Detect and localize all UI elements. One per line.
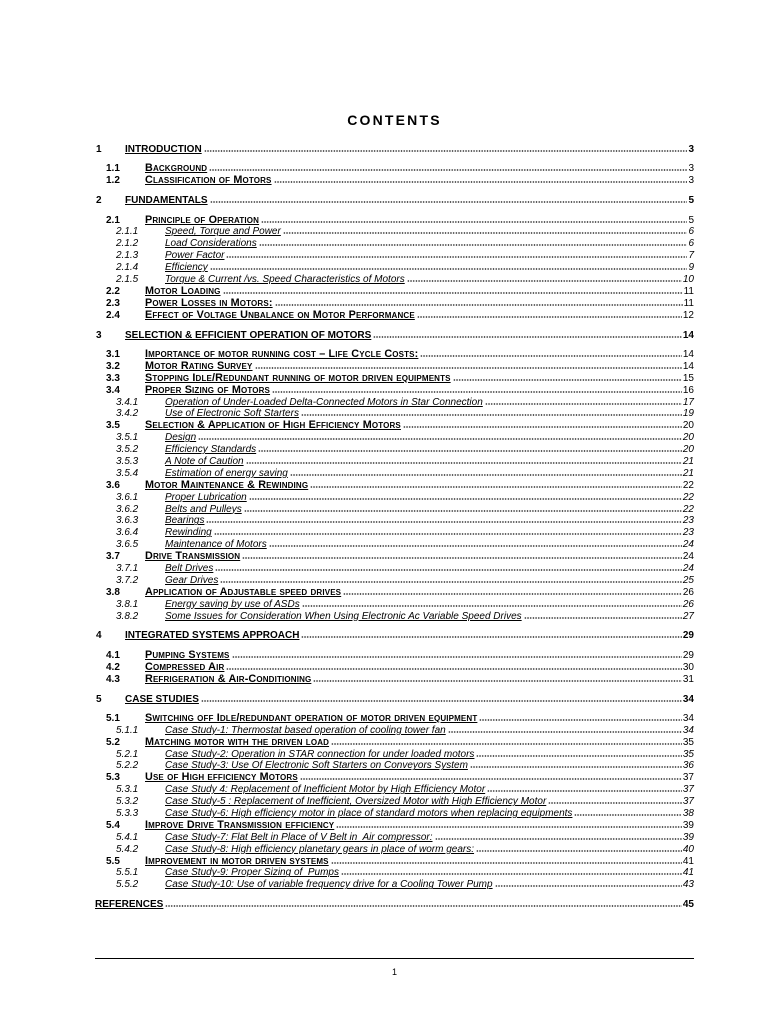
toc-chapter-entry[interactable] <box>95 195 694 207</box>
toc-entry-page-number: 17 <box>682 396 694 408</box>
toc-entry-number: 5.2 <box>106 736 120 748</box>
toc-entry-page-number: 21 <box>682 467 694 479</box>
toc-entry-title[interactable]: Matching motor with the driven load <box>145 735 330 748</box>
toc-entry-page-number: 29 <box>682 630 694 642</box>
toc-entry-number: 3.6.2 <box>116 503 139 515</box>
toc-dot-leader <box>301 414 682 416</box>
toc-entry-number: 2.1.3 <box>116 250 139 262</box>
toc-section-entry[interactable] <box>95 361 694 373</box>
toc-entry-number: 3.3 <box>106 372 120 384</box>
toc-subsection-entry[interactable] <box>95 456 694 468</box>
toc-entry-page-number: 35 <box>682 736 694 748</box>
toc-dot-leader <box>435 838 682 840</box>
toc-entry-page-number: 38 <box>682 808 694 820</box>
toc-section-entry[interactable] <box>95 373 694 385</box>
toc-entry-number: 1 <box>96 144 102 155</box>
toc-entry-title[interactable]: Case Study-1: Thermostat based operation of cooling tower fan <box>165 724 446 736</box>
toc-entry-title[interactable]: Speed, Torque and Power <box>165 226 281 238</box>
toc-entry-page-number: 25 <box>682 574 694 586</box>
toc-entry-title[interactable]: Case Study-8: High efficiency planetary gears in place of worm gears: <box>165 843 475 855</box>
toc-entry-title[interactable]: Pumping Systems <box>145 648 230 661</box>
toc-dot-leader <box>341 873 682 875</box>
toc-entry-title[interactable]: INTEGRATED SYSTEMS APPROACH <box>125 630 300 642</box>
toc-section-entry[interactable] <box>95 551 694 563</box>
toc-dot-leader <box>476 850 682 852</box>
toc-entry-title[interactable]: Refrigeration & Air-Conditioning <box>145 672 312 685</box>
toc-entry-title[interactable]: Torque & Current /vs. Speed Characteristics of Motors <box>165 274 405 286</box>
toc-chapter-entry[interactable] <box>95 330 694 342</box>
toc-entry-title[interactable]: Switching off Idle/redundant operation of motor driven equipment <box>145 711 478 724</box>
toc-entry-page-number: 10 <box>682 274 694 286</box>
toc-entry-title[interactable]: Some Issues for Consideration When Using Electronic Ac Variable Speed Drives <box>165 610 522 622</box>
toc-dot-leader <box>214 533 682 535</box>
toc-entry-title[interactable]: Bearings <box>165 515 205 527</box>
table-of-contents <box>95 144 694 919</box>
toc-entry-page-number: 45 <box>682 899 694 911</box>
footer-divider <box>95 958 694 959</box>
toc-section-entry[interactable] <box>95 820 694 832</box>
toc-subsection-entry[interactable] <box>95 397 694 409</box>
toc-entry-page-number: 15 <box>682 372 694 384</box>
toc-entry-title[interactable]: Belts and Pulleys <box>165 503 242 515</box>
toc-entry-page-number: 19 <box>682 408 694 420</box>
toc-entry-title[interactable]: Classification of Motors <box>145 174 272 187</box>
toc-entry-number: 3.5.1 <box>116 432 139 444</box>
toc-entry-page-number: 30 <box>682 661 694 673</box>
toc-dot-leader <box>310 486 682 488</box>
toc-subsection-entry[interactable] <box>95 250 694 262</box>
toc-dot-leader <box>255 367 682 369</box>
toc-section-entry[interactable] <box>95 480 694 492</box>
toc-subsection-entry[interactable] <box>95 599 694 611</box>
toc-entry-page-number: 6 <box>688 238 694 250</box>
toc-chapter-entry[interactable] <box>95 630 694 642</box>
toc-dot-leader <box>417 316 682 318</box>
toc-dot-leader <box>206 521 681 523</box>
toc-dot-leader <box>290 474 682 476</box>
toc-entry-number: 4.2 <box>106 661 120 673</box>
toc-entry-page-number: 24 <box>682 539 694 551</box>
toc-entry-page-number: 27 <box>682 610 694 622</box>
toc-dot-leader <box>373 336 682 338</box>
toc-entry-title[interactable]: Case Study-7: Flat Belt in Place of V Belt in Air compressor: <box>165 831 433 843</box>
toc-entry-page-number: 5 <box>688 214 694 226</box>
toc-dot-leader <box>220 581 682 583</box>
toc-subsection-entry[interactable] <box>95 796 694 808</box>
toc-entry-title[interactable]: Power Factor <box>165 250 225 262</box>
toc-entry-number: 1.1 <box>106 163 120 175</box>
toc-entry-page-number: 29 <box>682 649 694 661</box>
toc-dot-leader <box>302 605 682 607</box>
toc-entry-page-number: 39 <box>682 831 694 843</box>
toc-section-entry[interactable] <box>95 737 694 749</box>
toc-dot-leader <box>249 498 682 500</box>
toc-entry-page-number: 22 <box>682 491 694 503</box>
toc-dot-leader <box>301 636 681 638</box>
toc-entry-title[interactable]: Case Study-5 : Replacement of Inefficient, Oversized Motor with High Efficiency Motor <box>165 796 547 808</box>
toc-dot-leader <box>223 292 683 294</box>
toc-dot-leader <box>201 700 682 702</box>
toc-chapter-entry[interactable] <box>95 899 694 911</box>
toc-entry-number: 2.2 <box>106 285 120 297</box>
toc-entry-number: 3.8.1 <box>116 598 139 610</box>
toc-entry-number: 2.1.1 <box>116 226 139 238</box>
toc-dot-leader <box>210 268 688 270</box>
toc-dot-leader <box>331 743 682 745</box>
toc-subsection-entry[interactable] <box>95 749 694 761</box>
toc-entry-page-number: 23 <box>682 515 694 527</box>
toc-entry-page-number: 22 <box>682 479 694 491</box>
toc-dot-leader <box>209 169 687 171</box>
toc-subsection-entry[interactable] <box>95 492 694 504</box>
toc-entry-title[interactable]: Motor Rating Survey <box>145 359 253 372</box>
toc-subsection-entry[interactable] <box>95 226 694 238</box>
toc-dot-leader <box>476 755 681 757</box>
toc-dot-leader <box>165 905 682 907</box>
toc-dot-leader <box>198 438 682 440</box>
toc-entry-page-number: 37 <box>682 772 694 784</box>
toc-subsection-entry[interactable] <box>95 444 694 456</box>
toc-entry-number: 3.5.2 <box>116 444 139 456</box>
toc-entry-title[interactable]: Use of High efficiency Motors <box>145 771 298 784</box>
toc-dot-leader <box>244 510 682 512</box>
toc-entry-title[interactable]: Design <box>165 432 197 444</box>
toc-section-entry[interactable] <box>95 674 694 686</box>
toc-entry-number: 5.3.3 <box>116 808 139 820</box>
toc-entry-page-number: 34 <box>682 693 694 705</box>
toc-dot-leader <box>226 256 687 258</box>
toc-entry-number: 5.4.1 <box>116 831 139 843</box>
toc-entry-title[interactable]: Load Considerations <box>165 238 257 250</box>
toc-entry-number: 2.1.2 <box>116 238 139 250</box>
contents-heading: CONTENTS <box>347 112 442 128</box>
toc-entry-title[interactable]: Effect of Voltage Unbalance on Motor Performance <box>145 308 415 321</box>
toc-subsection-entry[interactable] <box>95 515 694 527</box>
toc-entry-page-number: 5 <box>688 195 694 207</box>
toc-subsection-entry[interactable] <box>95 262 694 274</box>
toc-entry-title[interactable]: Improve Drive Transmission efficiency <box>145 818 335 831</box>
toc-entry-title[interactable]: Gear Drives <box>165 574 219 586</box>
toc-entry-number: 3.7.1 <box>116 563 139 574</box>
toc-dot-leader <box>232 656 682 658</box>
toc-entry-number: 2 <box>96 195 102 207</box>
toc-entry-number: 5.5.2 <box>116 879 139 891</box>
toc-entry-page-number: 20 <box>682 432 694 444</box>
toc-chapter-entry[interactable] <box>95 144 694 156</box>
toc-entry-number: 2.4 <box>106 309 120 321</box>
toc-subsection-entry[interactable] <box>95 468 694 480</box>
toc-entry-number: 5.4.2 <box>116 843 139 855</box>
toc-entry-page-number: 21 <box>682 455 694 467</box>
toc-entry-page-number: 34 <box>682 724 694 736</box>
toc-entry-number: 2.3 <box>106 297 120 309</box>
toc-dot-leader <box>300 778 682 780</box>
toc-entry-title[interactable]: Motor Maintenance & Rewinding <box>145 478 309 491</box>
toc-entry-page-number: 31 <box>682 673 694 685</box>
toc-entry-page-number: 26 <box>682 586 694 598</box>
toc-subsection-entry[interactable] <box>95 563 694 575</box>
toc-entry-title[interactable]: Importance of motor running cost – Life Cycle Costs: <box>145 347 419 360</box>
toc-dot-leader <box>403 426 682 428</box>
toc-entry-page-number: 23 <box>682 527 694 539</box>
toc-entry-number: 3.6.4 <box>116 527 139 539</box>
toc-entry-title[interactable]: Rewinding <box>165 527 212 539</box>
toc-entry-title[interactable]: Energy saving by use of ASDs <box>165 598 300 610</box>
toc-subsection-entry[interactable] <box>95 611 694 623</box>
toc-subsection-entry[interactable] <box>95 575 694 587</box>
toc-entry-number: 2.1 <box>106 214 120 226</box>
toc-dot-leader <box>313 680 682 682</box>
toc-dot-leader <box>495 885 682 887</box>
toc-entry-page-number: 20 <box>682 420 694 432</box>
toc-entry-title[interactable]: INTRODUCTION <box>125 144 202 155</box>
toc-entry-title[interactable]: Operation of Under-Loaded Delta-Connected Motors in Star Connection <box>165 396 483 408</box>
toc-entry-title[interactable]: Proper Lubrication <box>165 491 247 503</box>
toc-subsection-entry[interactable] <box>95 432 694 444</box>
toc-entry-page-number: 22 <box>682 503 694 515</box>
toc-entry-number: 5.3 <box>106 772 120 784</box>
toc-entry-title[interactable]: Power Losses in Motors: <box>145 296 273 309</box>
toc-entry-title[interactable]: Case Study-10: Use of variable frequency drive for a Cooling Tower Pump <box>165 879 493 891</box>
toc-entry-title[interactable]: Stopping Idle/Redundant running of motor driven equipments <box>145 371 451 384</box>
toc-entry-number: 5.3.2 <box>116 796 139 808</box>
toc-dot-leader <box>246 462 682 464</box>
toc-dot-leader <box>453 379 682 381</box>
toc-dot-leader <box>485 403 682 405</box>
toc-section-entry[interactable] <box>95 856 694 868</box>
toc-entry-title[interactable]: Use of Electronic Soft Starters <box>165 408 299 420</box>
toc-entry-number: 3.4.2 <box>116 408 139 420</box>
toc-dot-leader <box>261 221 687 223</box>
toc-entry-title[interactable]: Case Study-6: High efficiency motor in place of standard motors when replacing equipments <box>165 808 573 820</box>
toc-dot-leader <box>283 232 688 234</box>
toc-entry-page-number: 40 <box>682 843 694 855</box>
toc-section-entry[interactable] <box>95 662 694 674</box>
toc-entry-page-number: 20 <box>682 444 694 456</box>
toc-entry-number: 5.5.1 <box>116 867 139 879</box>
toc-entry-number: 3.7 <box>106 551 120 563</box>
toc-section-entry[interactable] <box>95 772 694 784</box>
toc-entry-number: 3.5.4 <box>116 467 139 479</box>
toc-dot-leader <box>210 201 688 203</box>
toc-section-entry[interactable] <box>95 310 694 322</box>
toc-entry-page-number: 43 <box>682 879 694 891</box>
toc-entry-page-number: 11 <box>683 297 694 309</box>
toc-entry-title[interactable]: Principle of Operation <box>145 213 260 226</box>
toc-subsection-entry[interactable] <box>95 844 694 856</box>
toc-entry-number: 5.1.1 <box>116 724 139 736</box>
toc-entry-page-number: 14 <box>682 329 694 341</box>
toc-dot-leader <box>343 593 682 595</box>
toc-entry-page-number: 26 <box>682 598 694 610</box>
toc-dot-leader <box>258 450 682 452</box>
toc-entry-title[interactable]: FUNDAMENTALS <box>125 195 208 207</box>
toc-section-entry[interactable] <box>95 713 694 725</box>
toc-entry-page-number: 14 <box>682 348 694 360</box>
toc-dot-leader <box>420 355 681 357</box>
toc-entry-title[interactable]: Selection & Application of High Efficiency Motors <box>145 419 401 432</box>
toc-entry-number: 3 <box>96 329 102 341</box>
toc-entry-page-number: 11 <box>683 285 694 297</box>
toc-subsection-entry[interactable] <box>95 879 694 891</box>
toc-entry-title[interactable]: Compressed Air <box>145 660 225 673</box>
toc-entry-number: 3.6.1 <box>116 491 139 503</box>
toc-dot-leader <box>336 826 682 828</box>
toc-dot-leader <box>524 617 682 619</box>
toc-dot-leader <box>448 731 682 733</box>
toc-entry-number: 5.2.1 <box>116 748 139 760</box>
toc-entry-title[interactable]: Improvement in motor driven systems <box>145 854 329 867</box>
toc-dot-leader <box>226 668 681 670</box>
toc-entry-number: 2.1.4 <box>116 262 139 274</box>
toc-subsection-entry[interactable] <box>95 725 694 737</box>
toc-entry-title[interactable]: Belt Drives <box>165 563 214 574</box>
toc-entry-page-number: 14 <box>682 360 694 372</box>
toc-dot-leader <box>574 814 681 816</box>
toc-entry-number: 3.6.3 <box>116 515 139 527</box>
toc-entry-title[interactable]: CASE STUDIES <box>125 693 199 705</box>
toc-dot-leader <box>242 557 682 559</box>
toc-entry-title[interactable]: Estimation of energy saving <box>165 467 288 479</box>
toc-entry-number: 3.7.2 <box>116 574 139 586</box>
toc-entry-title[interactable]: Case Study-9: Proper Sizing of Pumps <box>165 867 339 879</box>
toc-entry-title[interactable]: Efficiency Standards <box>165 444 257 456</box>
toc-dot-leader <box>275 304 683 306</box>
toc-entry-page-number: 12 <box>682 309 694 321</box>
toc-entry-title[interactable]: Case Study-3: Use Of Electronic Soft Starters on Conveyors System <box>165 760 468 772</box>
toc-entry-page-number: 16 <box>682 384 694 396</box>
toc-entry-number: 3.5.3 <box>116 455 139 467</box>
toc-entry-page-number: 24 <box>682 551 694 563</box>
toc-entry-title[interactable]: Efficiency <box>165 262 208 274</box>
toc-entry-number: 3.4.1 <box>116 396 139 408</box>
toc-entry-number: 5.5 <box>106 855 120 867</box>
toc-dot-leader <box>487 790 682 792</box>
toc-subsection-entry[interactable] <box>95 832 694 844</box>
toc-dot-leader <box>331 862 682 864</box>
toc-entry-number: 1.2 <box>106 175 120 187</box>
toc-subsection-entry[interactable] <box>95 238 694 250</box>
toc-entry-page-number: 9 <box>688 262 694 274</box>
toc-subsection-entry[interactable] <box>95 784 694 796</box>
toc-entry-number: 4.3 <box>106 673 120 685</box>
toc-entry-page-number: 3 <box>688 175 694 187</box>
toc-entry-page-number: 39 <box>682 819 694 831</box>
toc-entry-title[interactable]: Case Study-2: Operation in STAR connection for under loaded motors <box>165 748 475 760</box>
footer-page-number: 1 <box>391 967 397 977</box>
toc-entry-page-number: 34 <box>682 712 694 724</box>
toc-entry-number: 3.8 <box>106 586 120 598</box>
toc-entry-page-number: 6 <box>688 226 694 238</box>
toc-entry-number: 2.1.5 <box>116 274 139 286</box>
toc-entry-page-number: 24 <box>682 563 694 574</box>
toc-entry-page-number: 41 <box>682 855 694 867</box>
toc-entry-title[interactable]: Background <box>145 162 208 175</box>
toc-entry-number: 4.1 <box>106 649 120 661</box>
toc-entry-title[interactable]: Case Study 4: Replacement of Inefficient Motor by High Efficiency Motor <box>165 784 486 796</box>
toc-entry-page-number: 3 <box>688 144 694 155</box>
toc-section-entry[interactable] <box>95 650 694 662</box>
toc-entry-page-number: 37 <box>682 784 694 796</box>
toc-subsection-entry[interactable] <box>95 867 694 879</box>
toc-entry-title[interactable]: SELECTION & EFFICIENT OPERATION OF MOTORS <box>125 329 372 341</box>
toc-dot-leader <box>272 391 682 393</box>
toc-entry-title[interactable]: REFERENCES <box>95 899 164 911</box>
toc-entry-number: 3.6.5 <box>116 539 139 551</box>
toc-dot-leader <box>407 280 682 282</box>
toc-dot-leader <box>470 766 682 768</box>
toc-section-entry[interactable] <box>95 215 694 227</box>
toc-entry-title[interactable]: Motor Loading <box>145 284 221 297</box>
toc-entry-number: 5.1 <box>106 712 120 724</box>
toc-entry-title[interactable]: Drive Transmission <box>145 550 241 563</box>
toc-entry-number: 3.5 <box>106 420 120 432</box>
toc-entry-number: 3.8.2 <box>116 610 139 622</box>
toc-dot-leader <box>479 719 681 721</box>
toc-chapter-entry[interactable] <box>95 694 694 706</box>
toc-entry-number: 3.1 <box>106 348 120 360</box>
toc-entry-title[interactable]: A Note of Caution <box>165 455 244 467</box>
toc-entry-number: 5.2.2 <box>116 760 139 772</box>
toc-entry-number: 5.4 <box>106 819 120 831</box>
toc-dot-leader <box>204 150 688 152</box>
toc-dot-leader <box>215 569 682 571</box>
toc-entry-page-number: 7 <box>688 250 694 262</box>
toc-subsection-entry[interactable] <box>95 527 694 539</box>
toc-entry-title[interactable]: Maintenance of Motors <box>165 539 267 551</box>
toc-entry-page-number: 41 <box>682 867 694 879</box>
toc-entry-number: 3.2 <box>106 360 120 372</box>
toc-entry-title[interactable]: Proper Sizing of Motors <box>145 383 271 396</box>
toc-entry-title[interactable]: Application of Adjustable speed drives <box>145 585 342 598</box>
toc-entry-number: 5.3.1 <box>116 784 139 796</box>
toc-section-entry[interactable] <box>95 420 694 432</box>
toc-dot-leader <box>259 244 688 246</box>
toc-entry-number: 5 <box>96 693 102 705</box>
toc-section-entry[interactable] <box>95 175 694 187</box>
toc-entry-number: 3.6 <box>106 479 120 491</box>
toc-dot-leader <box>274 181 688 183</box>
toc-subsection-entry[interactable] <box>95 504 694 516</box>
toc-dot-leader <box>548 802 682 804</box>
toc-dot-leader <box>269 545 682 547</box>
toc-section-entry[interactable] <box>95 385 694 397</box>
toc-entry-page-number: 35 <box>682 748 694 760</box>
toc-section-entry[interactable] <box>95 587 694 599</box>
toc-entry-number: 3.4 <box>106 384 120 396</box>
toc-entry-number: 4 <box>96 630 102 642</box>
toc-section-entry[interactable] <box>95 298 694 310</box>
toc-entry-page-number: 37 <box>682 796 694 808</box>
toc-section-entry[interactable] <box>95 286 694 298</box>
toc-entry-page-number: 36 <box>682 760 694 772</box>
toc-entry-page-number: 3 <box>688 163 694 175</box>
